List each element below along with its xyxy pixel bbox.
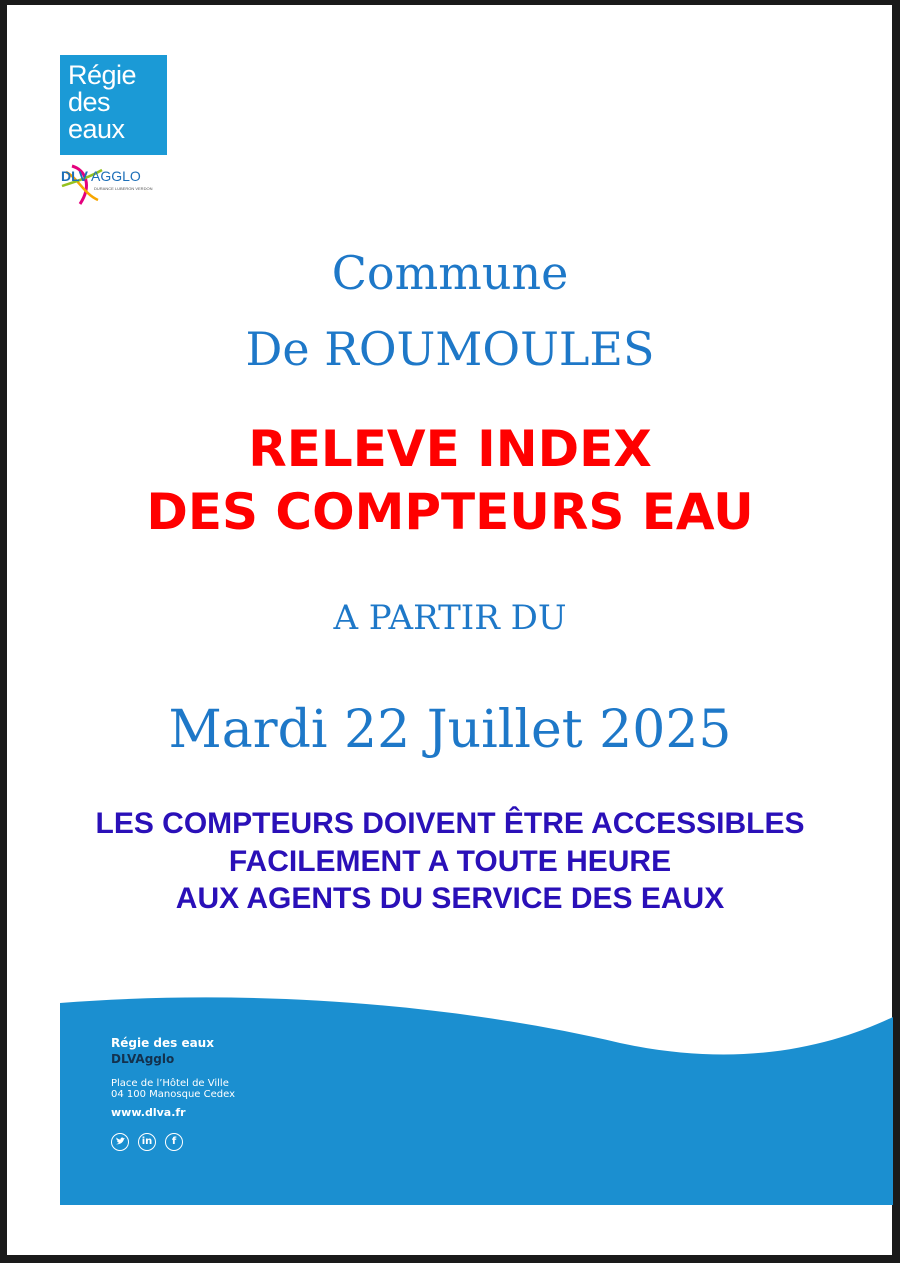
regie-des-eaux-logo bbox=[60, 55, 167, 155]
town-heading: De ROUMOULES bbox=[245, 322, 655, 376]
facebook-icon[interactable]: f bbox=[165, 1133, 183, 1151]
footer-address-line-2: 04 100 Manosque Cedex bbox=[111, 1089, 235, 1100]
svg-text:DURANCE LUBERON VERDON: DURANCE LUBERON VERDON bbox=[94, 186, 153, 191]
dlva-agglo-logo bbox=[58, 160, 170, 210]
notice-line-2: FACILEMENT A TOUTE HEURE bbox=[228, 845, 672, 878]
footer-name: Régie des eaux bbox=[111, 1036, 214, 1050]
footer-org: DLVAgglo bbox=[111, 1052, 175, 1066]
commune-heading: Commune bbox=[331, 246, 569, 300]
twitter-icon[interactable] bbox=[111, 1133, 129, 1151]
footer-website-link[interactable]: www.dlva.fr bbox=[111, 1106, 186, 1119]
notice-line-1: LES COMPTEURS DOIVENT ÊTRE ACCESSIBLES bbox=[95, 807, 805, 840]
linkedin-icon[interactable]: in bbox=[138, 1133, 156, 1151]
headline-line-2: DES COMPTEURS EAU bbox=[146, 483, 754, 541]
logo-line-3: eaux bbox=[68, 114, 125, 144]
svg-text:AGGLO: AGGLO bbox=[91, 168, 141, 184]
start-date: Mardi 22 Juillet 2025 bbox=[168, 700, 732, 760]
logo-line-2: des bbox=[68, 87, 111, 117]
logo-line-1: Régie bbox=[68, 60, 137, 90]
footer-wave-banner bbox=[60, 995, 893, 1205]
svg-text:DLV: DLV bbox=[61, 168, 88, 184]
footer-address-line-1: Place de l’Hôtel de Ville bbox=[111, 1078, 229, 1089]
start-label: A PARTIR DU bbox=[333, 598, 567, 638]
notice-line-3: AUX AGENTS DU SERVICE DES EAUX bbox=[175, 882, 725, 915]
headline-line-1: RELEVE INDEX bbox=[248, 420, 652, 478]
